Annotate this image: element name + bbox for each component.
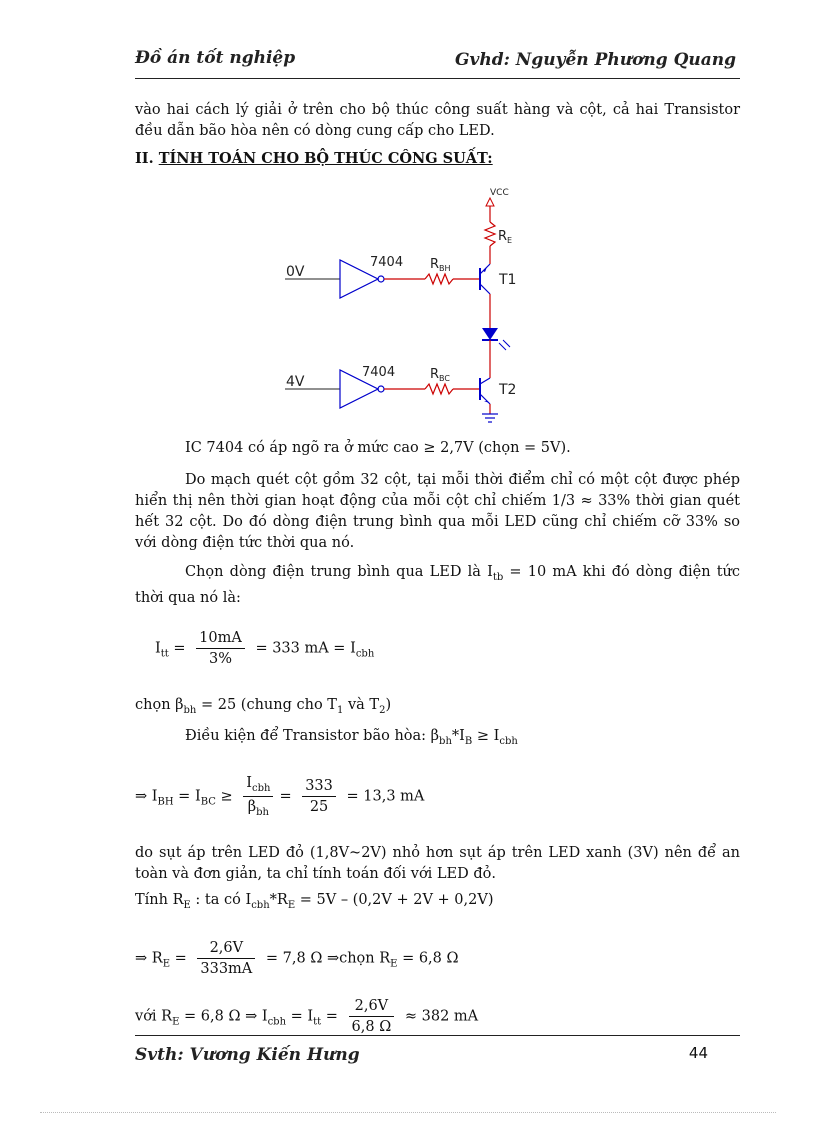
header-right: Gvhd: Nguyễn Phương Quang: [454, 50, 736, 70]
beta-line: chọn $\beta_{bh} = 25$ (chung cho $T_1$ và $T_2$): [135, 697, 392, 716]
ic-bottom-label: 7404: [362, 365, 396, 380]
rbh-label: $R_{BH}$: [430, 257, 451, 273]
t1-label: T1: [499, 272, 517, 288]
input-top-label: 0V: [286, 264, 305, 280]
rbc-resistor: [425, 384, 453, 394]
scan-paragraph: Do mạch quét cột gồm 32 cột, tại mỗi thời điểm chỉ có một cột được phép hiển thị nên thời gian hoạt động của mỗi cột chỉ chiếm 1/3 ≈ 33% thời gian quét hết 32 cột. Do đó dòng điện trung bình qua mỗi LED cũng chỉ chiếm cỡ 33% so với dòng điện tức thời qua nó.: [135, 472, 740, 551]
equation-4: với $R_E = 6,8$ Ω ⇒ $I_{cbh} = I_{tt}$ = $\frac{2,6V}{6,8 \Omega}$ ≈ 382 mA: [135, 998, 479, 1035]
vcc-arrow: [486, 198, 494, 206]
header-left: Đồ án tốt nghiệp: [135, 48, 296, 68]
header-rule: [135, 78, 740, 79]
led-diode: [482, 328, 498, 340]
section-heading: [135, 150, 493, 167]
re-resistor: [485, 222, 495, 246]
led-paragraph: do sụt áp trên LED đỏ (1,8V~2V) nhỏ hơn sụt áp trên LED xanh (3V) nên để an toàn và đơn giản, ta chỉ tính toán đối với LED đỏ.: [135, 845, 740, 882]
equation-2: ⇒ $I_{BH} = I_{BC}$ ≥ $\frac{I_{cbh}}{\beta_{bh}}$ = $\frac{333}{25}$ = 13,3 mA: [135, 775, 425, 818]
re-calculation: Tính $R_E$ : ta có $I_{cbh}*R_E = 5V - (0,2V + 2V + 0,2V)$: [135, 892, 494, 911]
section-title: TÍNH TOÁN CHO BỘ THÚC CÔNG SUẤT:: [158, 150, 493, 167]
equation-1: $I_{tt}$ = $\frac{10mA}{3\%}$ = 333 mA = $I_{cbh}$: [155, 630, 375, 667]
circuit-diagram: [270, 180, 560, 430]
re-label: $R_E$: [498, 229, 513, 245]
ic-note: IC 7404 có áp ngõ ra ở mức cao ≥ 2,7V (chọn = 5V).: [185, 440, 571, 456]
ic-top-label: 7404: [370, 255, 404, 270]
saturation-condition: Điều kiện để Transistor bão hòa: $\beta_{bh}*I_B \ge I_{cbh}$: [185, 728, 518, 747]
vcc-label: VCC: [490, 188, 509, 198]
footer-left: Svth: Vương Kiến Hưng: [135, 1045, 360, 1065]
input-bottom-label: 4V: [286, 374, 305, 390]
rbc-label: $R_{BC}$: [430, 367, 450, 383]
footer-rule: [135, 1035, 740, 1036]
section-number: II.: [135, 150, 154, 167]
choose-paragraph: Chọn dòng điện trung bình qua LED là $I_{tb} = 10$ mA khi đó dòng điện tức thời qua nó là:: [135, 564, 740, 606]
page-edge: [40, 1112, 776, 1113]
t2-label: T2: [499, 382, 517, 398]
equation-3: ⇒ $R_E$ = $\frac{2,6V}{333mA}$ = 7,8 Ω ⇒chọn $R_E = 6,8$ Ω: [135, 940, 459, 977]
intro-paragraph: vào hai cách lý giải ở trên cho bộ thúc công suất hàng và cột, cả hai Transistor đều dẫn bão hòa nên có dòng cung cấp cho LED.: [135, 102, 740, 139]
page-number: 44: [688, 1044, 708, 1062]
rbh-resistor: [425, 274, 453, 284]
